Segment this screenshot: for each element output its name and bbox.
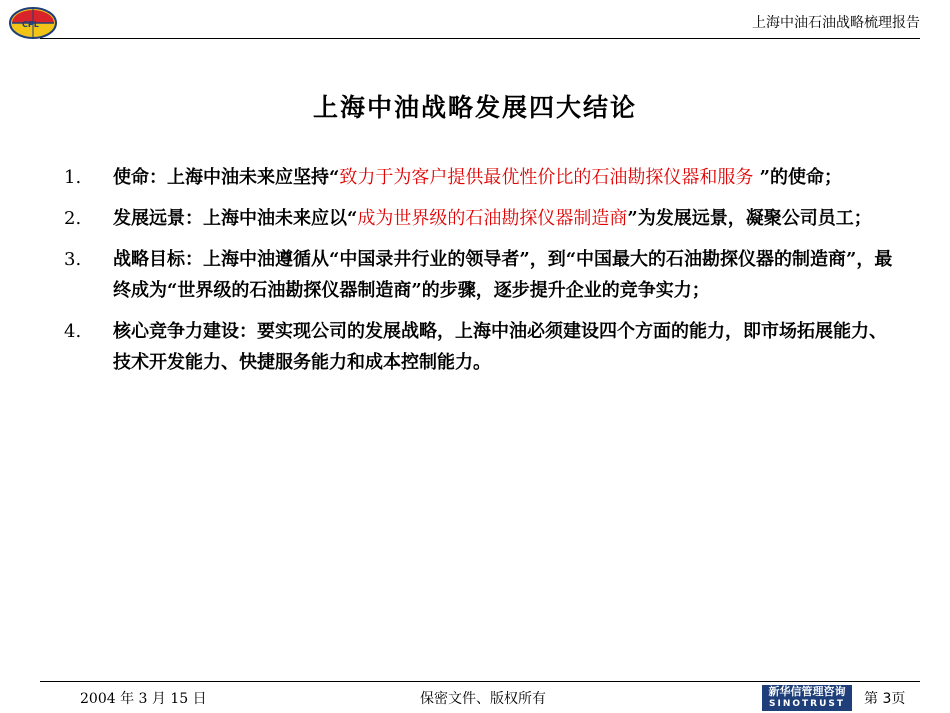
item-text-end: ”为发展远景，凝聚公司员工； (627, 208, 872, 229)
item-text: 使命：上海中油未来应坚持“ (113, 167, 340, 188)
page-title: 上海中油战略发展四大结论 (312, 93, 637, 122)
page-number: 第 3页 (864, 691, 906, 707)
item-text: 战略目标：上海中油遵循从“中国录井行业的领导者”，到“中国最大的石油勘探仪器的制造商”，最终成为“世界级的石油勘探仪器制造商”的步骤，逐步提升企业的竞争实力； (113, 249, 893, 301)
item-number: 1. (64, 167, 82, 188)
report-title: 上海中油石油战略梳理报告 (752, 15, 920, 31)
item-highlight: 成为世界级的石油勘探仪器制造商 (357, 208, 628, 229)
item-number: 3. (64, 249, 82, 270)
conclusion-item-4 (64, 316, 900, 378)
sinotrust-logo (762, 685, 852, 711)
item-highlight: 致力于为客户提供最优性价比的石油勘探仪器和服务 (339, 167, 754, 188)
conclusion-item-3 (64, 244, 900, 306)
item-text-end: ”的使命； (753, 167, 842, 188)
conclusion-item-1 (64, 162, 900, 193)
footer-divider (40, 681, 920, 682)
header-divider (40, 38, 920, 39)
brand-name-en: SINOTRUST (768, 699, 845, 709)
conclusion-list (64, 162, 900, 388)
item-number: 4. (64, 321, 82, 342)
conclusion-item-2 (64, 203, 900, 234)
item-text: 核心竞争力建设：要实现公司的发展战略，上海中油必须建设四个方面的能力，即市场拓展能力、技术开发能力、快捷服务能力和成本控制能力。 (113, 321, 887, 373)
item-number: 2. (64, 208, 82, 229)
footer-date: 2004 年 3 月 15 日 (80, 691, 207, 707)
brand-name-cn: 新华信管理咨询 (768, 685, 846, 698)
company-logo (8, 6, 58, 40)
logo-text: CPL (22, 20, 39, 29)
item-text: 发展远景：上海中油未来应以“ (113, 208, 358, 229)
confidential-notice: 保密文件、版权所有 (420, 691, 546, 707)
